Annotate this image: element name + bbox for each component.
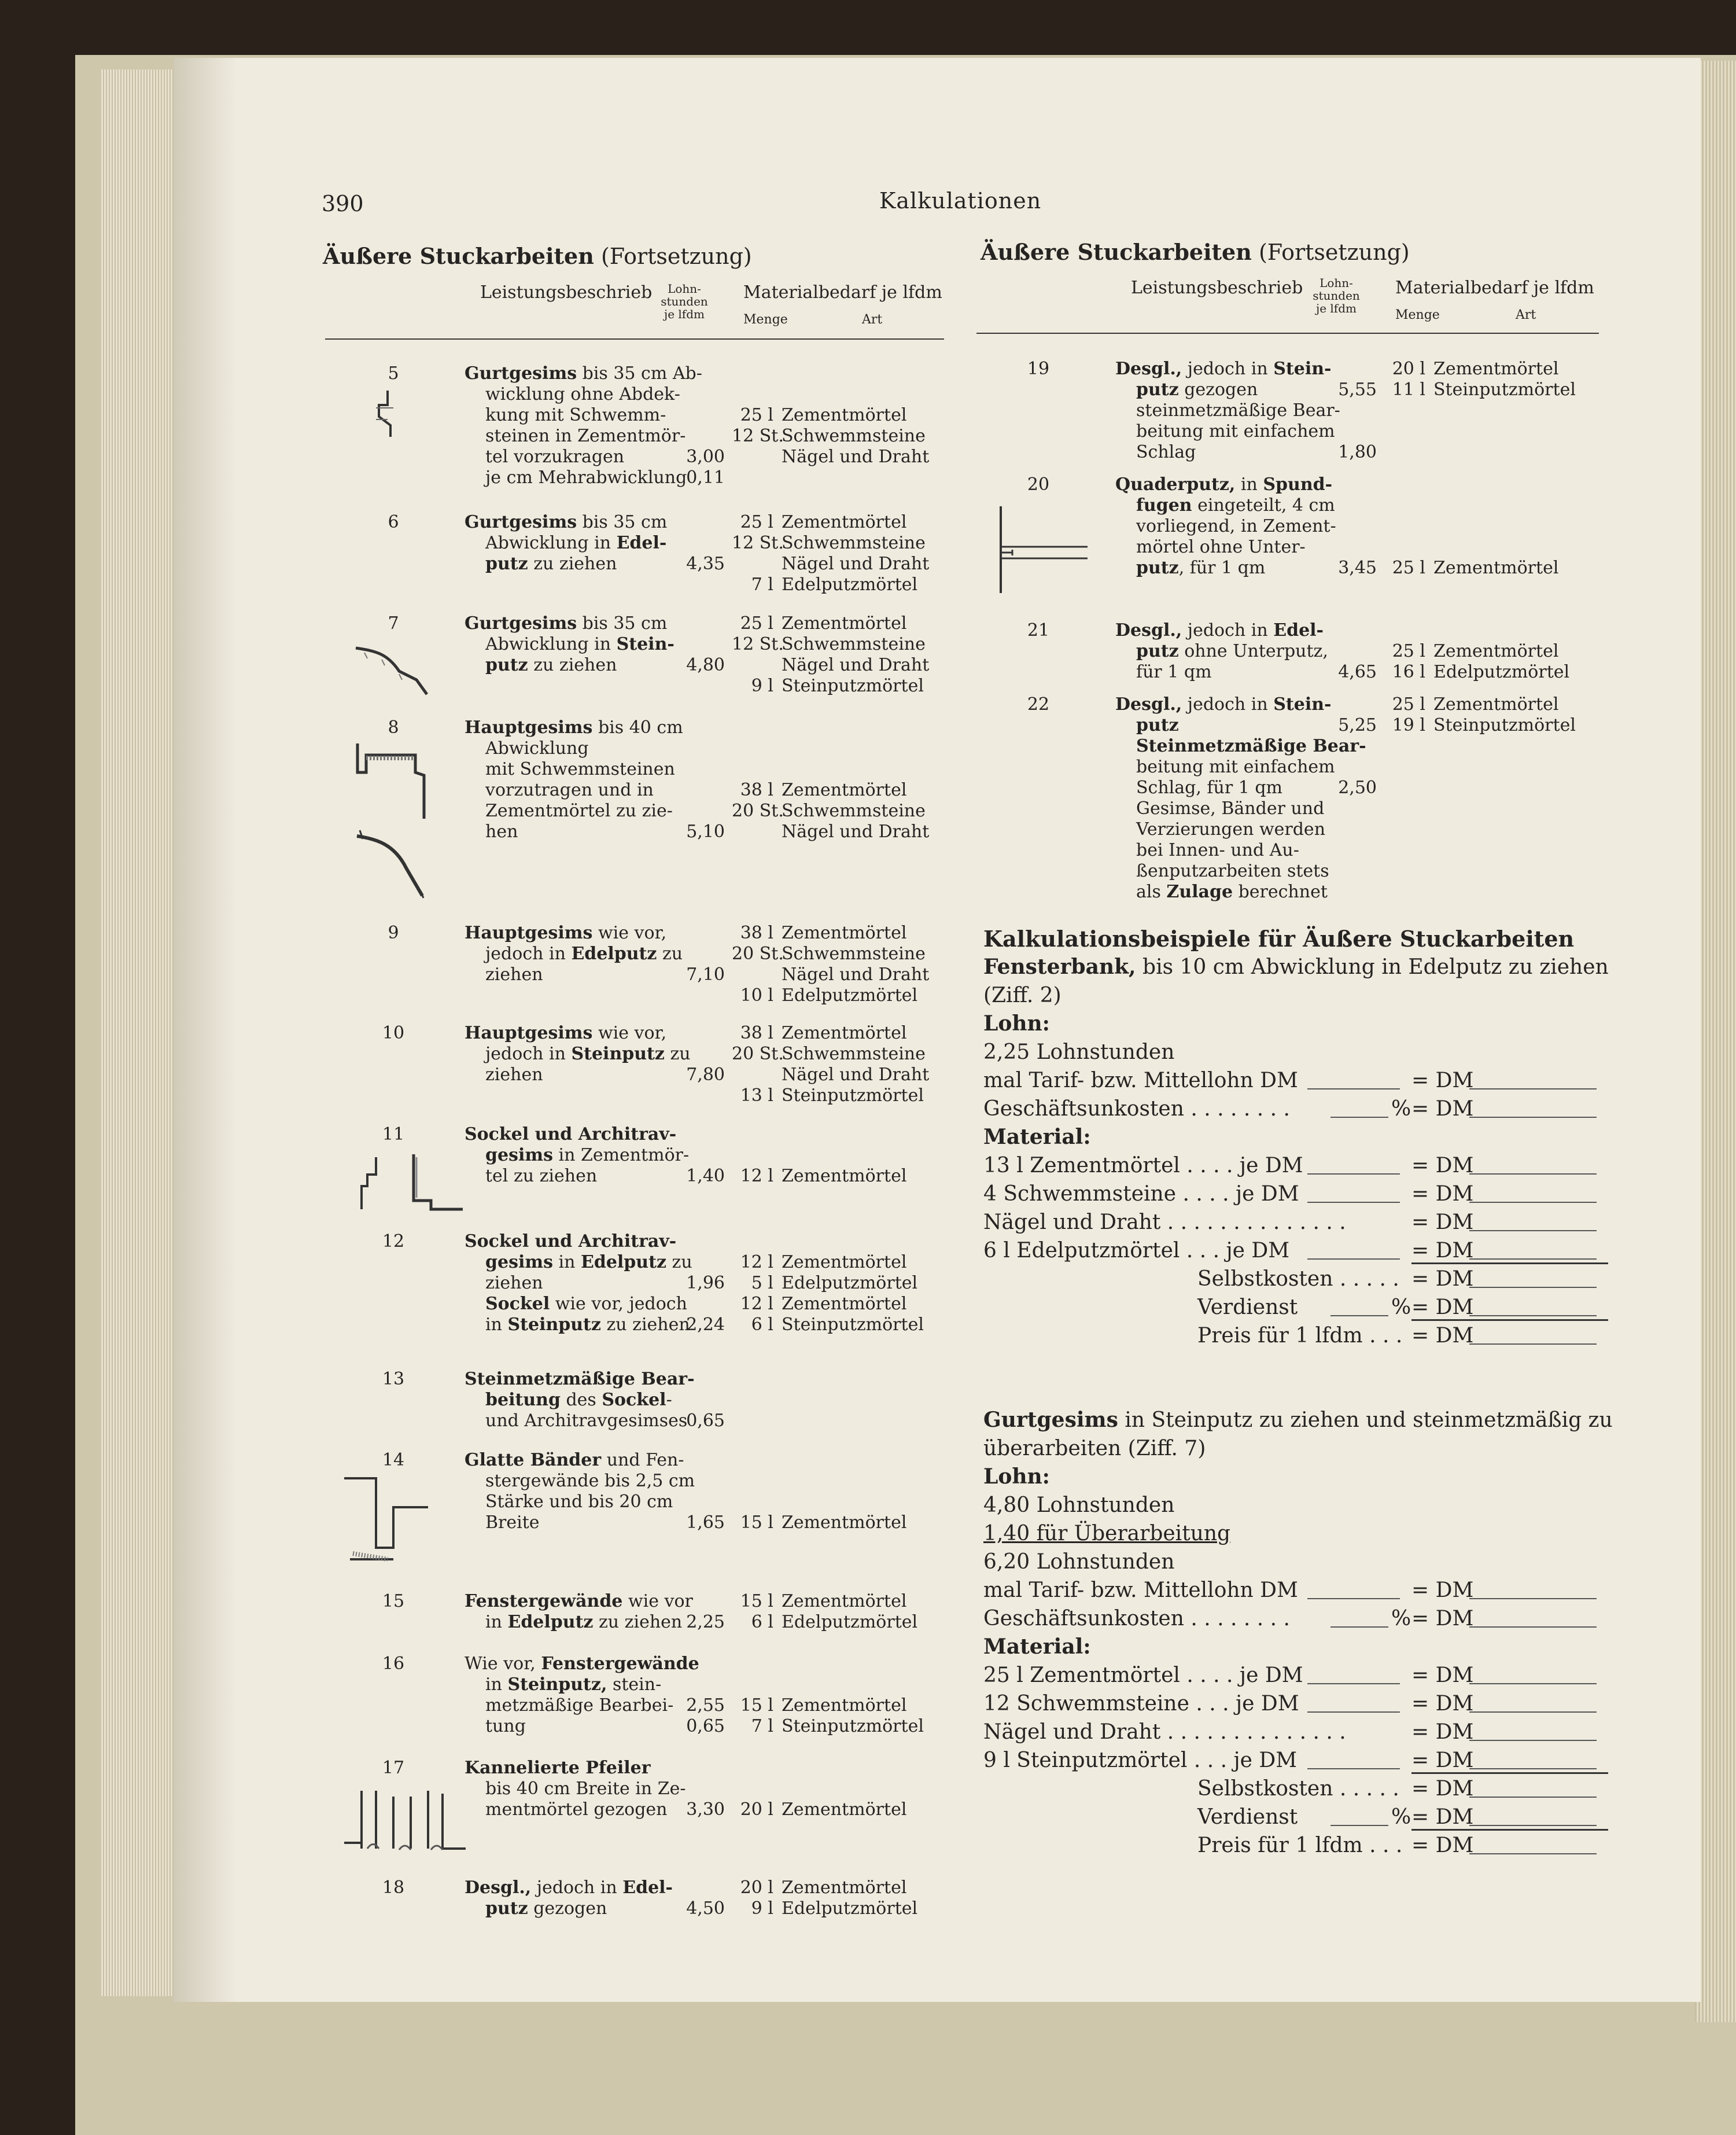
description-line: Stärke und bis 20 cm [485, 1492, 673, 1512]
example-line: Material: [983, 1635, 1091, 1659]
item-number: 19 [1027, 359, 1050, 379]
example-line: Selbstkosten . . . . . = DM [983, 1265, 1602, 1293]
item-hours: 7,10 [686, 965, 725, 985]
item-hours: 1,40 [686, 1166, 725, 1186]
equals-dm: = DM [1411, 1210, 1474, 1234]
item-material: 25 l Zementmörtel [1392, 558, 1559, 578]
example-line: überarbeiten (Ziff. 7) [983, 1437, 1206, 1460]
description-line: Steinmetzmäßige Bear- [1136, 736, 1366, 756]
item-material: 25 l Zementmörtel 12 St.Schwemmsteine Nägel und Draht 9 l Steinputzmörtel [732, 613, 930, 696]
equals-dm: = DM [1411, 1267, 1474, 1291]
profile-drawing-14 [341, 1473, 434, 1568]
description-line: beitung mit einfachem [1136, 421, 1335, 441]
left-header-kind: Art [862, 312, 883, 327]
item-number: 20 [1027, 474, 1050, 495]
description-line: Fenstergewände wie vor [465, 1591, 693, 1611]
item-description [465, 1023, 691, 1085]
equals-dm: = DM [1411, 1154, 1474, 1177]
description-line: putz gezogen [1136, 380, 1258, 400]
right-header-qty: Menge [1395, 308, 1440, 322]
item-material: 25 l Zementmörtel 16 l Edelputzmörtel [1392, 641, 1570, 682]
item-description [465, 512, 684, 575]
description-line: putz gezogen [485, 1898, 607, 1919]
description-line: ziehen [485, 965, 543, 985]
item-number: 16 [382, 1654, 405, 1674]
right-header-desc: Leistungsbeschrieb [1131, 278, 1303, 298]
description-line: Wie vor, Fenstergewände [465, 1654, 699, 1674]
item-number: 7 [388, 613, 399, 634]
item-material: 25 l Zementmörtel 12 St.Schwemmsteine Nägel und Draht [732, 405, 930, 467]
description-line: steinmetzmäßige Bear- [1136, 400, 1340, 421]
description-line: Schlag [1136, 442, 1196, 462]
example-line: mal Tarif- bzw. Mittellohn DM = DM [983, 1576, 1602, 1604]
equals-dm: = DM [1411, 1578, 1474, 1602]
description-line: Kannelierte Pfeiler [465, 1758, 651, 1778]
profile-drawing-11 [341, 1146, 469, 1215]
description-line: beitung mit einfachem [1136, 757, 1335, 777]
description-line: putz zu ziehen [485, 554, 617, 574]
item-description [465, 1369, 695, 1431]
example-line: Material: [983, 1125, 1091, 1149]
description-line: metzmäßige Bearbei- [485, 1695, 674, 1716]
item-description [465, 1878, 684, 1919]
description-line: Sockel und Architrav- [465, 1231, 677, 1251]
example-line: Geschäftsunkosten . . . . . . . . = DM % [983, 1095, 1602, 1123]
description-line: ßenputzarbeiten stets [1136, 861, 1329, 881]
example-line: 9 l Steinputzmörtel . . . je DM = DM [983, 1746, 1602, 1775]
description-line: Hauptgesims bis 40 cm [465, 717, 683, 738]
item-description [465, 717, 684, 842]
item-number: 6 [388, 512, 399, 532]
item-number: 14 [382, 1450, 405, 1470]
item-hours: 4,65 [1338, 662, 1377, 682]
description-line: ziehen [485, 1065, 543, 1085]
equals-dm: = DM [1411, 1239, 1474, 1262]
item-material: 25 l Zementmörtel 19 l Steinputzmörtel [1392, 694, 1576, 735]
item-number: 8 [388, 717, 399, 738]
description-line: als Zulage berechnet [1136, 882, 1328, 902]
left-header-qty: Menge [743, 312, 788, 327]
item-number: 12 [382, 1231, 405, 1251]
example-line: Fensterbank, bis 10 cm Abwicklung in Edelputz zu ziehen [983, 955, 1609, 979]
example-line: 4 Schwemmsteine . . . . je DM = DM [983, 1180, 1602, 1208]
example-line: Lohn: [983, 1464, 1050, 1489]
item-material: 15 l Zementmörtel 7 l Steinputzmörtel [740, 1695, 924, 1736]
item-material: 38 l Zementmörtel 20 St.Schwemmsteine Nägel und Draht 13 l Steinputzmörtel [732, 1023, 930, 1106]
description-line: gesims in Edelputz zu [485, 1252, 692, 1272]
item-number: 9 [388, 923, 399, 943]
example-line: 4,80 Lohnstunden [983, 1493, 1175, 1517]
right-section-title: Äußere Stuckarbeiten (Fortsetzung) [981, 239, 1410, 265]
description-line: Hauptgesims wie vor, [465, 923, 667, 943]
description-line: Sockel und Architrav- [465, 1124, 677, 1144]
equals-dm: = DM [1411, 1777, 1474, 1801]
description-line: steinen in Zementmör- [485, 426, 686, 446]
description-line: putz [1136, 715, 1179, 735]
item-description [465, 363, 702, 488]
item-number: 21 [1027, 620, 1050, 640]
item-hours: 3,00 0,11 [686, 447, 725, 488]
description-line: in Edelputz zu ziehen [485, 1612, 683, 1632]
left-header-hours: Lohn- stunden je lfdm [661, 282, 708, 321]
item-number: 18 [382, 1878, 405, 1898]
example-line: mal Tarif- bzw. Mittellohn DM = DM [983, 1066, 1602, 1095]
equals-dm: = DM [1411, 1182, 1474, 1206]
page-edges-left [101, 69, 182, 1996]
left-header-rule [325, 338, 944, 340]
example-line: Lohn: [983, 1011, 1050, 1036]
item-description [465, 923, 684, 985]
item-number: 15 [382, 1591, 405, 1611]
item-hours: 5,25 2,50 [1338, 715, 1377, 798]
description-line: tel vorzukragen [485, 447, 625, 467]
item-description [465, 1231, 692, 1335]
item-number: 10 [382, 1023, 405, 1043]
description-line: Gesimse, Bänder und [1136, 798, 1325, 819]
example-line: Gurtgesims in Steinputz zu ziehen und steinmetzmäßig zu [983, 1408, 1613, 1432]
item-description [465, 1654, 699, 1737]
example-line: Nägel und Draht . . . . . . . . . . . . . . = DM [983, 1208, 1602, 1236]
item-hours: 1,65 [686, 1512, 725, 1533]
item-material: 38 l Zementmörtel 20 St.Schwemmsteine Nägel und Draht 10 l Edelputzmörtel [732, 923, 930, 1006]
description-line: bis 40 cm Breite in Ze- [485, 1779, 686, 1799]
description-line: Sockel wie vor, jedoch [485, 1294, 687, 1314]
item-description [1115, 620, 1335, 683]
item-hours: 3,45 [1338, 558, 1377, 578]
example-line: Selbstkosten . . . . . = DM [983, 1775, 1602, 1803]
left-header-desc: Leistungsbeschrieb [480, 282, 653, 303]
description-line: Steinmetzmäßige Bear- [465, 1369, 695, 1389]
description-line: gesims in Zementmör- [485, 1145, 690, 1165]
example-line: Nägel und Draht . . . . . . . . . . . . . . = DM [983, 1718, 1602, 1746]
item-hours: 7,80 [686, 1065, 725, 1085]
example-line: Verdienst = DM % [983, 1803, 1602, 1831]
description-line: in Steinputz, stein- [485, 1674, 662, 1695]
item-material: 15 l Zementmörtel [740, 1512, 907, 1533]
item-hours: 2,25 [686, 1612, 725, 1632]
item-number: 11 [382, 1124, 405, 1144]
profile-drawing-7 [353, 636, 434, 700]
example-line: 6 l Edelputzmörtel . . . je DM = DM [983, 1236, 1602, 1265]
description-line: Hauptgesims wie vor, [465, 1023, 667, 1043]
profile-drawing-8b [354, 827, 429, 900]
description-line: jedoch in Steinputz zu [485, 1044, 691, 1064]
description-line: Gurtgesims bis 35 cm [465, 512, 668, 532]
equals-dm: = DM [1411, 1749, 1474, 1772]
description-line: Quaderputz, in Spund- [1115, 474, 1333, 495]
page-number: 390 [322, 191, 364, 216]
description-line: Schlag, für 1 qm [1136, 778, 1283, 798]
item-description [465, 1758, 684, 1820]
description-line: Gurtgesims bis 35 cm Ab- [465, 363, 702, 384]
equals-dm: = DM [1411, 1720, 1474, 1744]
example-line: Preis für 1 lfdm . . . = DM [983, 1322, 1602, 1350]
item-hours: 4,50 [686, 1898, 725, 1919]
right-header-kind: Art [1516, 308, 1536, 322]
equals-dm: = DM [1411, 1324, 1474, 1348]
description-line: Desgl., jedoch in Edel- [465, 1878, 673, 1898]
item-material: 15 l Zementmörtel 6 l Edelputzmörtel [740, 1591, 918, 1632]
example-line: (Ziff. 2) [983, 984, 1061, 1007]
item-hours: 1,96 2,24 [686, 1273, 725, 1335]
description-line: tel zu ziehen [485, 1166, 598, 1186]
description-line: Desgl., jedoch in Stein- [1115, 359, 1332, 379]
item-hours: 4,35 [686, 554, 725, 574]
description-line: kung mit Schwemm- [485, 405, 666, 425]
description-line: Abwicklung in Edel- [485, 533, 667, 553]
example-line: 25 l Zementmörtel . . . . je DM = DM [983, 1661, 1602, 1689]
description-line: Desgl., jedoch in Edel- [1115, 620, 1324, 640]
item-material: 38 l Zementmörtel 20 St.Schwemmsteine Nägel und Draht [732, 780, 930, 842]
description-line: fugen eingeteilt, 4 cm [1136, 495, 1335, 516]
item-material: 25 l Zementmörtel 12 St.Schwemmsteine Nägel und Draht 7 l Edelputzmörtel [732, 512, 930, 595]
description-line: mörtel ohne Unter- [1136, 537, 1306, 557]
item-number: 5 [388, 363, 399, 384]
item-description [465, 613, 684, 676]
item-material: 20 l Zementmörtel [740, 1799, 907, 1820]
description-line: vorzutragen und in [485, 780, 654, 800]
example-line: Preis für 1 lfdm . . . = DM [983, 1831, 1602, 1860]
item-description [465, 1450, 695, 1533]
right-header-material: Materialbedarf je lfdm [1395, 278, 1594, 298]
description-line: Gurtgesims bis 35 cm [465, 613, 668, 634]
gutter-shadow [174, 58, 237, 2002]
item-material: 20 l Zementmörtel 11 l Steinputzmörtel [1392, 359, 1576, 400]
description-line: Glatte Bänder und Fen- [465, 1450, 684, 1470]
left-section-title: Äußere Stuckarbeiten (Fortsetzung) [323, 243, 752, 269]
equals-dm: = DM [1411, 1692, 1474, 1716]
description-line: hen [485, 822, 518, 842]
description-line: Abwicklung in Stein- [485, 634, 675, 654]
equals-dm: = DM [1411, 1295, 1474, 1319]
item-hours: 4,80 [686, 655, 725, 675]
item-description [1115, 474, 1335, 579]
description-line: beitung des Sockel- [485, 1390, 672, 1410]
example-line: Verdienst = DM % [983, 1293, 1602, 1322]
equals-dm: = DM [1411, 1069, 1474, 1092]
profile-drawing-17 [341, 1785, 474, 1860]
description-line: putz, für 1 qm [1136, 558, 1266, 578]
example-line: 2,25 Lohnstunden [983, 1040, 1175, 1064]
page-edges-right [1695, 61, 1736, 2022]
example-line: 12 Schwemmsteine . . . je DM = DM [983, 1689, 1602, 1718]
description-line: Abwicklung [485, 738, 589, 759]
description-line: vorliegend, in Zement- [1136, 516, 1336, 536]
item-description [1115, 359, 1340, 463]
example-line: 13 l Zementmörtel . . . . je DM = DM [983, 1151, 1602, 1180]
item-number: 22 [1027, 694, 1050, 715]
description-line: ziehen [485, 1273, 543, 1293]
item-hours: 0,65 [686, 1411, 725, 1431]
item-hours: 2,55 0,65 [686, 1695, 725, 1736]
equals-dm: = DM [1411, 1663, 1474, 1687]
item-material: 12 l Zementmörtel 5 l Edelputzmörtel 12 l Zementmörtel 6 l Steinputzmörtel [740, 1252, 924, 1335]
description-line: putz ohne Unterputz, [1136, 641, 1328, 661]
example-line: 1,40 für Überarbeitung [983, 1522, 1231, 1545]
right-header-rule [976, 333, 1599, 334]
description-line: jedoch in Edelputz zu [485, 944, 683, 964]
left-header-material: Materialbedarf je lfdm [743, 282, 942, 303]
example-line: 6,20 Lohnstunden [983, 1550, 1175, 1574]
description-line: wicklung ohne Abdek- [485, 384, 680, 404]
description-line: mit Schwemmsteinen [485, 759, 675, 779]
right-header-hours: Lohn- stunden je lfdm [1313, 276, 1360, 315]
equals-dm: = DM [1411, 1805, 1474, 1829]
equals-dm: = DM [1411, 1834, 1474, 1857]
description-line: tung [485, 1716, 526, 1736]
description-line: und Architravgesimses [485, 1411, 688, 1431]
description-line: Verzierungen werden [1136, 819, 1326, 840]
description-line: mentmörtel gezogen [485, 1799, 668, 1820]
item-material: 12 l Zementmörtel [740, 1166, 907, 1186]
running-head: Kalkulationen [879, 188, 1042, 214]
item-description [465, 1124, 690, 1187]
equals-dm: = DM [1411, 1607, 1474, 1630]
item-hours: 5,10 [686, 822, 725, 842]
item-number: 17 [382, 1758, 405, 1778]
description-line: bei Innen- und Au- [1136, 840, 1299, 860]
item-material: 20 l Zementmörtel 9 l Edelputzmörtel [740, 1878, 918, 1919]
item-hours: 3,30 [686, 1799, 725, 1820]
examples-title: Kalkulationsbeispiele für Äußere Stuckarbeiten [983, 926, 1575, 952]
description-line: putz zu ziehen [485, 655, 617, 675]
description-line: für 1 qm [1136, 662, 1212, 682]
description-line: Zementmörtel zu zie- [485, 801, 673, 821]
description-line: Desgl., jedoch in Stein- [1115, 694, 1332, 715]
item-description [465, 1591, 693, 1633]
item-number: 13 [382, 1369, 405, 1389]
description-line: je cm Mehrabwicklung [485, 468, 687, 488]
profile-drawing-8a [352, 741, 433, 822]
example-line: Geschäftsunkosten . . . . . . . . = DM % [983, 1604, 1602, 1633]
equals-dm: = DM [1411, 1097, 1474, 1121]
item-hours: 5,55 1,80 [1338, 380, 1377, 462]
description-line: stergewände bis 2,5 cm [485, 1471, 695, 1491]
profile-drawing-20 [995, 503, 1099, 596]
profile-drawing-5 [370, 388, 405, 443]
description-line: in Steinputz zu ziehen [485, 1315, 690, 1335]
description-line: Breite [485, 1512, 540, 1533]
